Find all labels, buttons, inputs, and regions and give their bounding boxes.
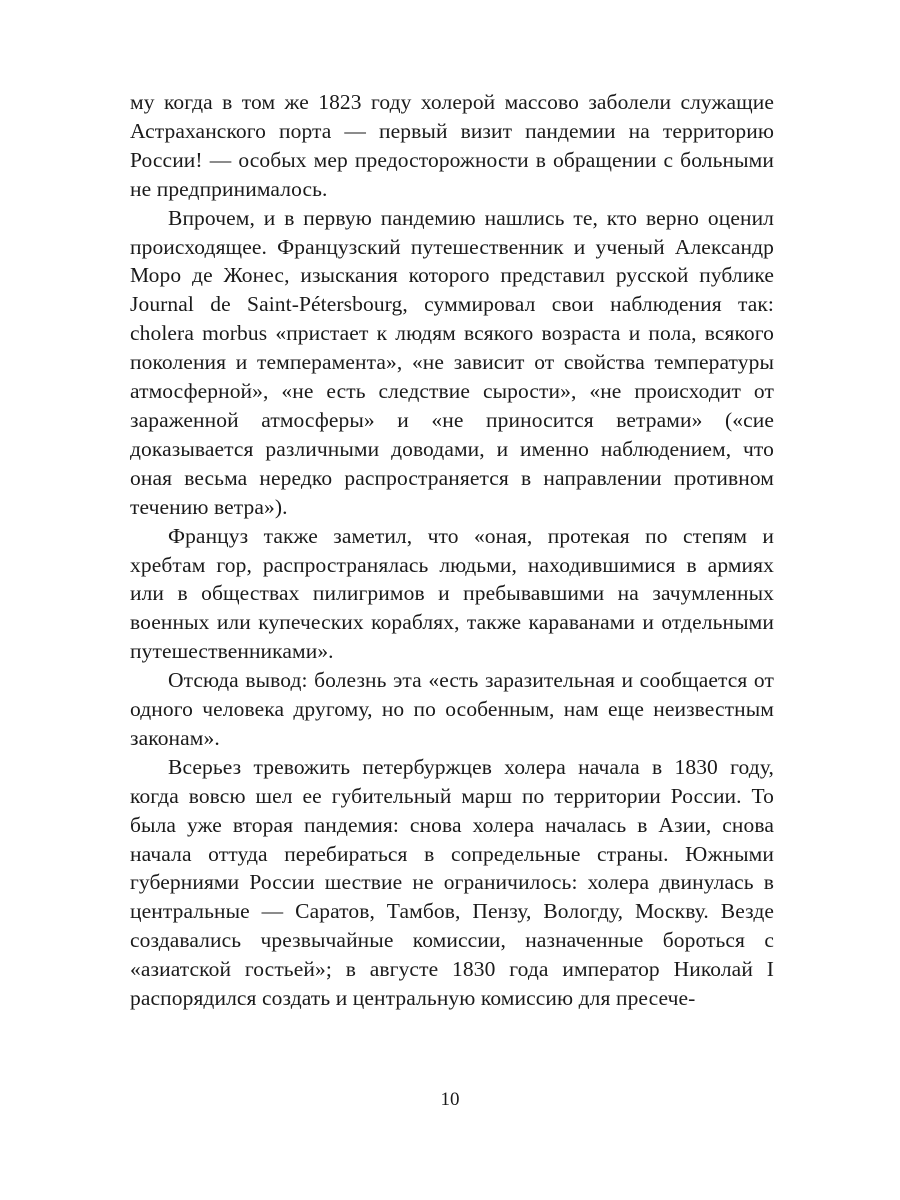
paragraph: Отсюда вывод: болезнь эта «есть заразительная и сообщается от одного человека другому, но по особенным, нам еще неизвестным законам». — [130, 668, 774, 750]
page-number: 10 — [440, 1089, 460, 1110]
paragraph: Француз также заметил, что «оная, протекая по степям и хребтам гор, распространялась людьми, находившимися в армиях или в обществах пилигримов и пребывавшими на зачумленных военных или купеческих кораблях, также караванами и отдельными путешественниками». — [130, 523, 774, 664]
page-text-block — [130, 88, 774, 1013]
paragraph: Всерьез тревожить петербуржцев холера начала в 1830 году, когда вовсю шел ее губительный марш по территории России. То была уже вторая пандемия: снова холера началась в Азии, снова начала оттуда перебираться в сопредельные страны. Южными губерниями России шествие не ограничилось: холера двинулась в центральные — Саратов, Тамбов, Пензу, Вологду, Москву. Везде создавались чрезвычайные комиссии, назначенные бороться с «азиатской гостьей»; в августе 1830 года император Николай I распорядился создать и центральную комиссию для пресече- — [130, 754, 774, 1011]
paragraph-continuation: му когда в том же 1823 году холерой массово заболели служащие Астраханского порта — первый визит пандемии на территорию России! — особых мер предосторожности в обращении с больными не предпринималось. — [130, 90, 774, 201]
paragraph: Впрочем, и в первую пандемию нашлись те, кто верно оценил происходящее. Французский путешественник и ученый Александр Моро де Жонес, изыскания которого представил русской публике Journal de Saint-Pétersbourg, суммировал свои наблюдения так: cholera morbus «пристает к людям всякого возраста и пола, всякого поколения и темперамента», «не зависит от свойства температуры атмосферной», «не есть следствие сырости», «не происходит от зараженной атмосферы» и «не приносится ветрами» («сие доказывается различными доводами, и именно наблюдением, что оная весьма нередко распространяется в направлении противном течению ветра»). — [130, 205, 774, 519]
